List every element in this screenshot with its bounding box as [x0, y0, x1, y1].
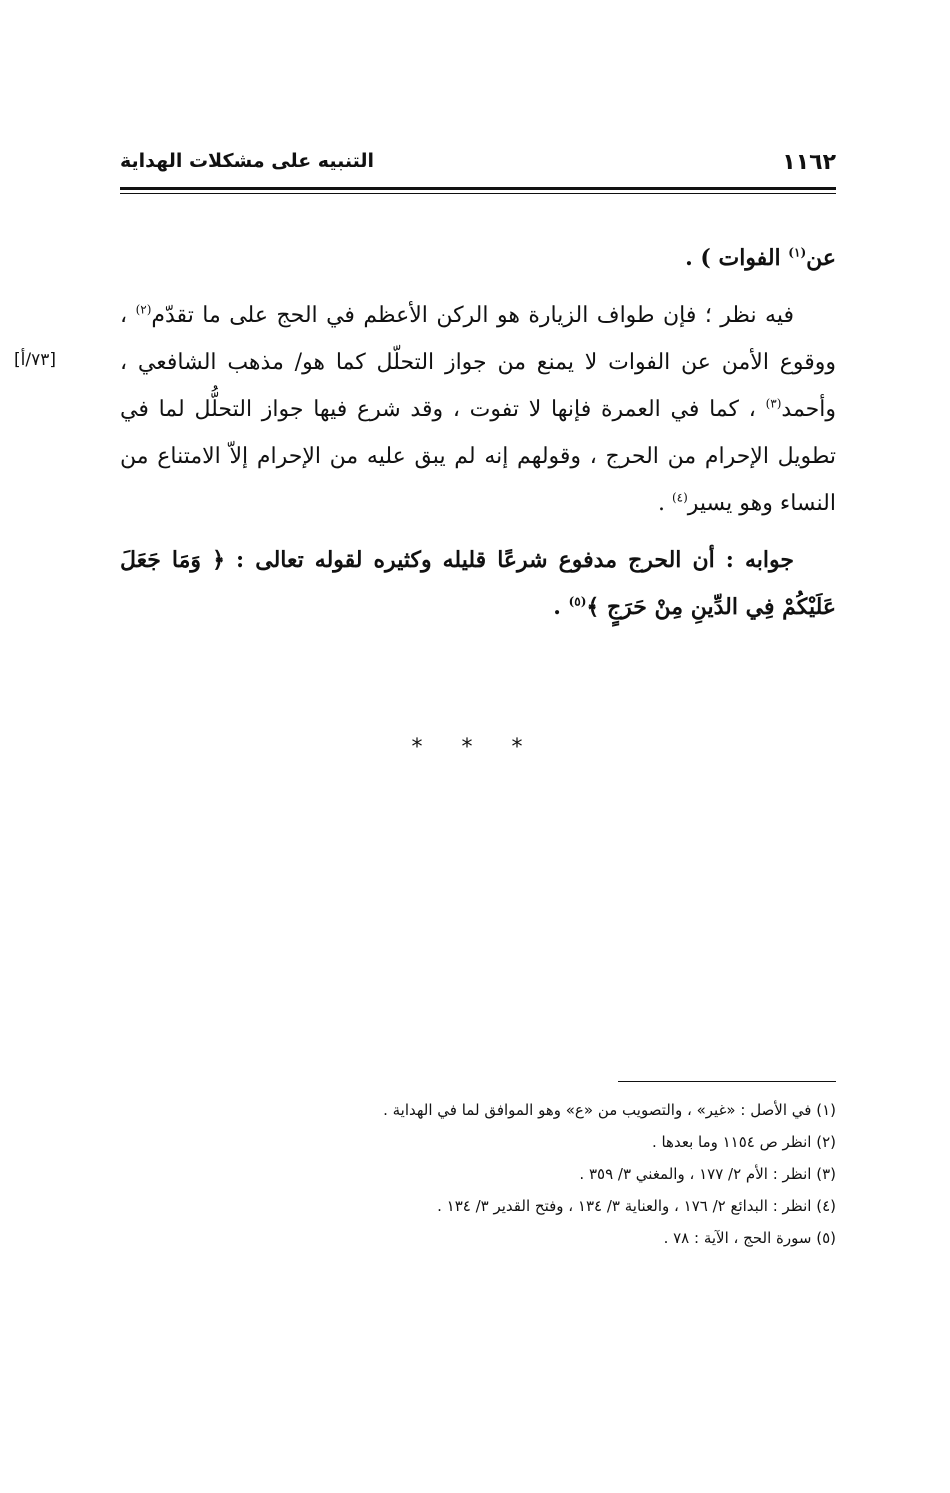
paragraph-objection-end: . — [657, 491, 672, 516]
footnote-4: (٤) انظر : البدائع ٢/ ١٧٦ ، والعناية ٣/ ١٣٤ ، وفتح القدير ٣/ ١٣٤ . — [437, 1197, 836, 1215]
footnote-2: (٢) انظر ص ١١٥٤ وما بعدها . — [651, 1133, 836, 1151]
running-title: التنبيه على مشكلات الهداية — [120, 150, 374, 172]
footnote-ref-3: (٣) — [765, 396, 782, 411]
opening-line — [120, 235, 836, 282]
paragraph-objection — [120, 292, 836, 527]
paragraph-answer — [120, 537, 836, 631]
page-header — [120, 150, 836, 180]
header-rule-thick — [120, 187, 836, 190]
opening-rest: الفوات ) . — [685, 245, 789, 271]
footnote-ref-4: (٤) — [671, 490, 688, 505]
footnote-3: (٣) انظر : الأم ٢/ ١٧٧ ، والمغني ٣/ ٣٥٩ . — [579, 1165, 836, 1183]
footnotes — [120, 1094, 836, 1254]
main-text — [14, 235, 836, 631]
footnote-ref-1: (١) — [788, 245, 807, 260]
paragraph-objection-part2: ، ووقوع الأمن عن الفوات لا يمنع من جواز التحلّل كما هو/ مذهب الشافعي ، وأحمد — [120, 303, 836, 422]
footnote-1: (١) في الأصل : «غير» ، والتصويب من «ع» وهو الموافق لما في الهداية . — [383, 1101, 836, 1119]
page-number: ١١٦٢ — [782, 150, 836, 175]
paragraph-answer-end: . — [553, 594, 569, 620]
section-separator: * * * — [411, 735, 539, 760]
footnote-rule — [618, 1081, 836, 1082]
manuscript-folio-marker: [٧٣/أ] — [14, 350, 56, 370]
footnote-ref-2: (٢) — [135, 302, 152, 317]
footnote-5: (٥) سورة الحج ، الآية : ٧٨ . — [663, 1229, 836, 1247]
header-rule-thin — [120, 193, 836, 194]
opening-word: عن — [806, 245, 836, 271]
paragraph-objection-part1: فيه نظر ؛ فإن طواف الزيارة هو الركن الأعظم في الحج على ما تقدّم — [151, 303, 795, 328]
footnote-ref-5: (٥) — [568, 594, 587, 609]
paragraph-answer-text: جوابه : أن الحرج مدفوع شرعًا قليله وكثيره لقوله تعالى : ﴿ وَمَا جَعَلَ عَلَيْكُمْ فِي الدِّينِ مِنْ حَرَجٍ ﴾ — [120, 547, 836, 620]
paragraph-objection-part3: ، كما في العمرة فإنها لا تفوت ، وقد شرع فيها جواز التحلُّل لما في تطويل الإحرام من الحرج ، وقولهم إنه لم يبق عليه من الإحرام إلاّ الامتناع من النساء وهو يسير — [120, 397, 836, 516]
